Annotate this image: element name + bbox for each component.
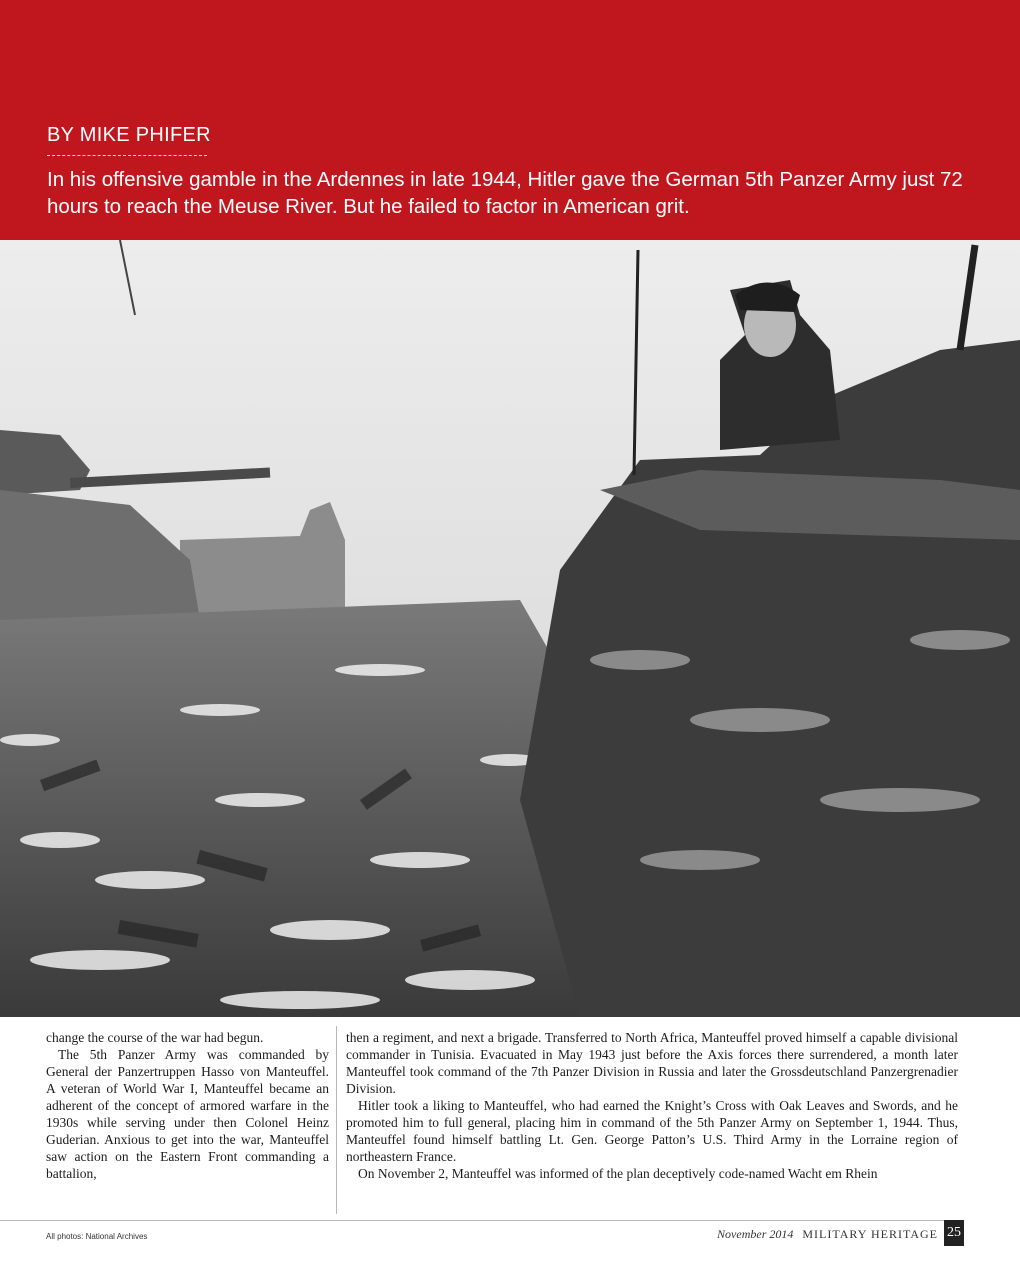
article-deck: In his offensive gamble in the Ardennes in late 1944, Hitler gave the German 5th Panzer Army just 72 hours to reach the Meuse River. But he failed to factor in American grit. xyxy=(47,168,963,218)
paragraph: The 5th Panzer Army was commanded by General der Panzertruppen Hasso von Manteuffel. A veteran of World War I, Manteuffel became an adherent of the concept of armored warfare in the 1930s while serving under then Colonel Heinz Guderian. Anxious to get into the war, Manteuffel saw action on the Eastern Front commanding a battalion, xyxy=(46,1047,329,1181)
issue-date: November 2014 xyxy=(717,1227,794,1241)
paragraph: change the course of the war had begun. xyxy=(46,1030,264,1045)
folio xyxy=(717,1227,938,1242)
paragraph: On November 2, Manteuffel was informed of the plan deceptively code-named Wacht em Rhein xyxy=(358,1166,878,1181)
article-column-2 xyxy=(346,1029,958,1182)
column-rule xyxy=(336,1026,337,1214)
title-banner xyxy=(0,0,1020,240)
photo-illustration xyxy=(0,240,1020,1017)
paragraph: then a regiment, and next a brigade. Transferred to North Africa, Manteuffel proved himself a capable divisional commander in Tunisia. Evacuated in May 1943 just before the Axis forces there surrendered, a month later Manteuffel took command of the 7th Panzer Division in Russia and later the Grossdeutschland Panzergrenadier Division. xyxy=(346,1030,958,1096)
footer-rule xyxy=(0,1220,962,1221)
article-column-1 xyxy=(46,1029,329,1182)
photo-credit: All photos: National Archives xyxy=(46,1232,148,1241)
paragraph: Hitler took a liking to Manteuffel, who had earned the Knight’s Cross with Oak Leaves and Swords, and he promoted him to full general, placing him in command of the 5th Panzer Army on September 1, 1944. Thus, Manteuffel found himself battling Lt. Gen. George Patton’s U.S. Third Army in the Lorraine region of northeastern France. xyxy=(346,1098,958,1164)
lead-photo xyxy=(0,240,1020,1017)
magazine-name: MILITARY HERITAGE xyxy=(802,1227,938,1241)
byline: BY MIKE PHIFER xyxy=(47,124,211,146)
byline-dashed-rule xyxy=(47,155,207,156)
page-number: 25 xyxy=(944,1220,964,1246)
